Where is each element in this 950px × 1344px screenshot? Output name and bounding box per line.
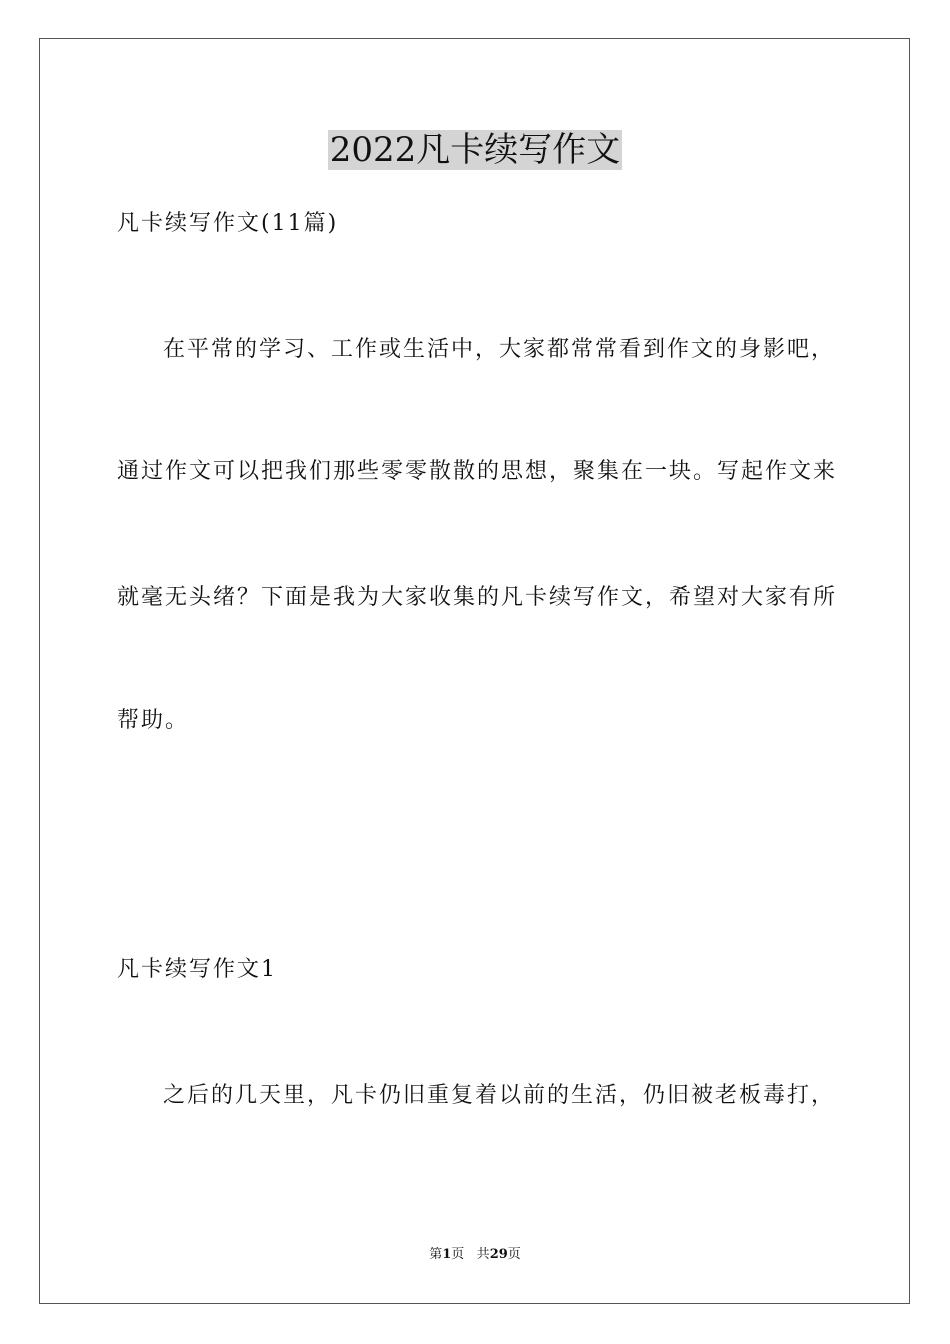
footer-total-suffix: 页 [507,1247,521,1262]
footer-total-prefix: 共 [476,1247,490,1262]
footer-page-number: 1 [442,1247,452,1262]
intro-line-2: 通过作文可以把我们那些零零散散的思想，聚集在一块。写起作文来 [117,459,838,484]
page-footer [0,1246,950,1264]
intro-line-4: 帮助。 [117,708,190,733]
section-heading: 凡卡续写作文1 [117,957,277,982]
document-title-text: 2022凡卡续写作文 [329,130,621,170]
footer-total-pages: 29 [489,1247,508,1262]
document-subtitle: 凡卡续写作文(11篇) [117,211,339,236]
footer-page-suffix: 页 [451,1247,465,1262]
intro-line-3: 就毫无头绪？下面是我为大家收集的凡卡续写作文，希望对大家有所 [117,585,838,610]
document-title [0,126,950,174]
footer-page-prefix: 第 [429,1247,443,1262]
section-line-1: 之后的几天里，凡卡仍旧重复着以前的生活，仍旧被老板毒打， [163,1083,836,1108]
intro-line-1: 在平常的学习、工作或生活中，大家都常常看到作文的身影吧， [163,337,836,362]
